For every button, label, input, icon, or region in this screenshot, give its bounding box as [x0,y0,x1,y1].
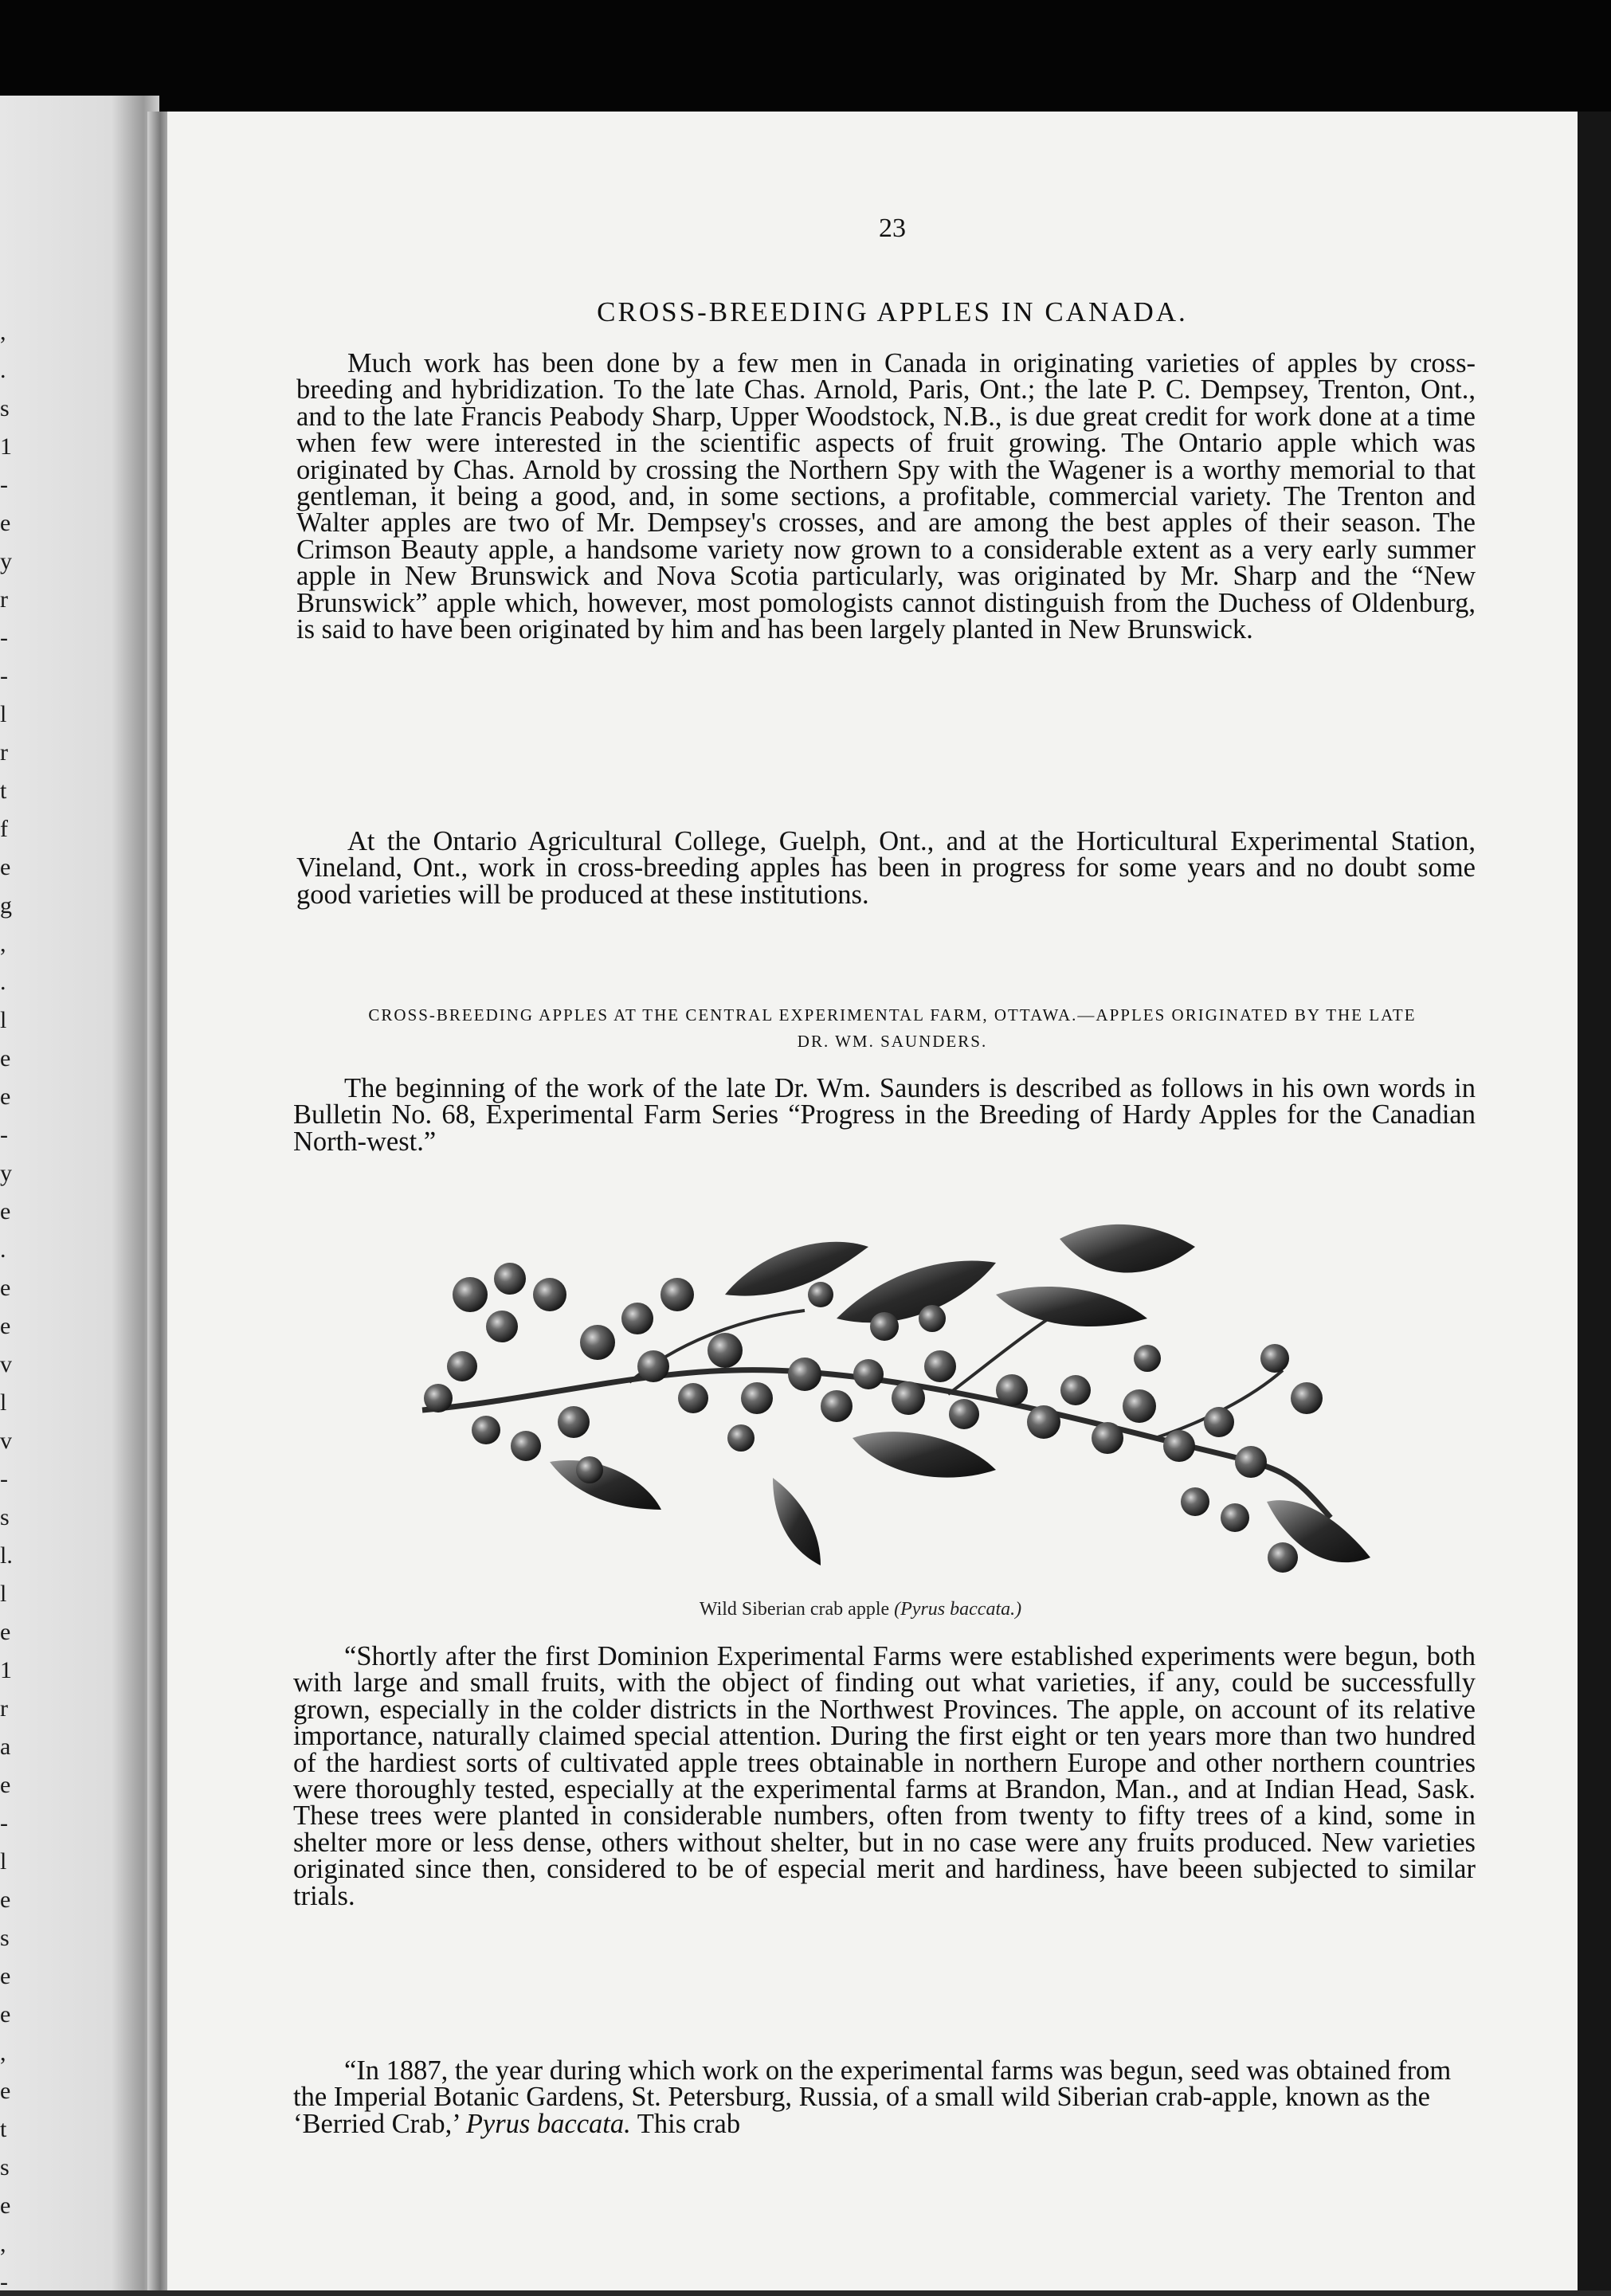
facing-page-fragment: e [0,1963,11,1989]
facing-page-fragment: - [0,472,8,498]
facing-page-fragment: y [0,548,12,574]
facing-page-fragment: . [0,1236,6,1263]
facing-page-fragment: . [0,969,6,995]
facing-page-fragment: r [0,1695,8,1722]
facing-page-fragment: e [0,1313,11,1339]
facing-page-fragment: , [0,2039,6,2066]
caption-latin-name: (Pyrus baccata.) [894,1599,1022,1620]
facing-page-fragment: e [0,510,11,536]
facing-page-fragment: y [0,1160,12,1186]
facing-page-fragments [0,96,159,2295]
facing-page-fragment: , [0,931,6,957]
facing-page-fragment: t [0,778,7,804]
facing-page-fragment: s [0,2154,10,2180]
last-paragraph-tail: This crab [637,2108,741,2139]
latin-name: Pyrus baccata. [465,2108,631,2139]
facing-page-fragment: g [0,892,12,919]
scan-top-border [0,0,1611,118]
facing-page-fragment: - [0,1466,8,1492]
facing-page-fragment: - [0,1122,8,1148]
facing-page-fragment: 1 [0,1657,12,1683]
facing-page-fragment: . [0,357,6,383]
figure-caption [510,1599,1211,1620]
facing-page-fragment: v [0,1428,12,1454]
facing-page-fragment: e [0,1045,11,1072]
facing-page-fragment: e [0,1772,11,1798]
facing-page-fragment: l [0,701,7,727]
last-paragraph-text: “In 1887, the year during which work on the experimental farms was begun, seed was obtained from the Imperial Botanic Gardens, St. Petersburg, Russia, of a small wild Siberian crab-apple, known as the ‘Berried Crab,’ [293,2055,1452,2139]
facing-page-fragment: s [0,1925,10,1951]
section-subheading: CROSS-BREEDING APPLES AT THE CENTRAL EXPERIMENTAL FARM, OTTAWA.—APPLES ORIGINATED BY THE LATE DR. WM. SAUNDERS. [368,1005,1417,1051]
facing-page-fragment: - [0,1810,8,1836]
facing-page-fragment: l [0,1581,7,1607]
facing-page-fragment: f [0,816,8,842]
facing-page-fragment: e [0,2192,11,2219]
facing-page-fragment: e [0,1887,11,1913]
facing-page-fragment: e [0,2001,11,2028]
facing-page-fragment: r [0,739,8,766]
intro-paragraph: The beginning of the work of the late Dr. Wm. Saunders is described as follows in his own words in Bulletin No. 68, Experimental Farm Series “Progress in the Breeding of Hardy Apples for the Canadian North-west.” [293,1073,1476,1157]
facing-page-fragment: , [0,319,6,345]
facing-page-fragment: t [0,2116,7,2142]
facing-page-fragment: 1 [0,433,12,460]
facing-page-fragment: l. [0,1542,13,1569]
paragraph-2: At the Ontario Agricultural College, Guelph, Ont., and at the Horticultural Experimental Station, Vineland, Ont., work in cross-breeding apples has been in progress for some years and no doubt some good varieties will be produced at these institutions. [296,826,1476,910]
facing-page-fragment: v [0,1351,12,1377]
article-title: CROSS-BREEDING APPLES IN CANADA. [597,296,1188,327]
facing-page-fragment: e [0,1275,11,1301]
facing-page-edge [0,96,159,2295]
page-number: 23 [879,214,906,243]
facing-page-fragment: e [0,1619,11,1645]
facing-page-fragment: l [0,1848,7,1875]
facing-page-fragment: s [0,395,10,421]
facing-page-fragment: r [0,586,8,613]
facing-page-fragment: - [0,2269,8,2295]
paragraph-1: Much work has been done by a few men in Canada in originating varieties of apples by cross-breeding and hybridization. To the late Chas. Arnold, Paris, Ont.; the late P. C. Dempsey, Trenton, Ont., and to the late Francis Peabody Sharp, Upper Woodstock, N.B., is due great credit for work done at a time when few were interested in the scientific aspects of fruit growing. The Ontario apple which was originated by Chas. Arnold by crossing the Northern Spy with the Wagener is a worthy memorial to that gentleman, it being a good, and, in some sections, a profitable, commercial variety. The Trenton and Walter apples are two of Mr. Dempsey's crosses, and are among the best apples of their season. The Crimson Beauty apple, a handsome variety now grown to a considerable extent as a very early summer apple in New Brunswick and Nova Scotia particularly, was originated by Mr. Sharp and the “New Brunswick” apple which, however, most pomologists cannot distinguish from the Duchess of Oldenburg, is said to have been originated by him and has been largely planted in New Brunswick. [296,348,1476,645]
last-paragraph [293,2055,1476,2139]
facing-page-fragment: - [0,625,8,651]
facing-page-fragment: e [0,1198,11,1224]
facing-page-fragment: a [0,1734,11,1760]
scan-right-border [1578,112,1611,2290]
caption-text: Wild Siberian crab apple [699,1599,890,1620]
quote-paragraph: “Shortly after the first Dominion Experimental Farms were established experiments were begun, both with large and small fruits, with the object of finding out what varieties, if any, could be successfully grown, especially in the colder districts in the Northwest Provinces. The apple, on account of its relative importance, naturally claimed special attention. During the first eight or ten years more than two hundred of the hardiest sorts of cultivated apple trees obtainable in northern Europe and other northern countries were thoroughly tested, especially at the experimental farms at Brandon, Man., and at Indian Head, Sask. These trees were planted in considerable numbers, often from twenty to fifty trees of a kind, some in shelter more or less dense, others without shelter, but in no case were any fruits produced. New varieties originated since then, considered to be of especial merit and hardiness, have beeen subjected to similar trials. [293,1641,1476,1911]
facing-page-fragment: e [0,854,11,880]
facing-page-fragment: e [0,2078,11,2104]
facing-page-fragment: s [0,1504,10,1530]
facing-page-fragment: , [0,2231,6,2257]
facing-page-fragment: - [0,663,8,689]
facing-page-fragment: e [0,1083,11,1110]
crab-apple-illustration [390,1199,1378,1613]
facing-page-fragment: l [0,1007,7,1033]
facing-page-fragment: l [0,1389,7,1416]
